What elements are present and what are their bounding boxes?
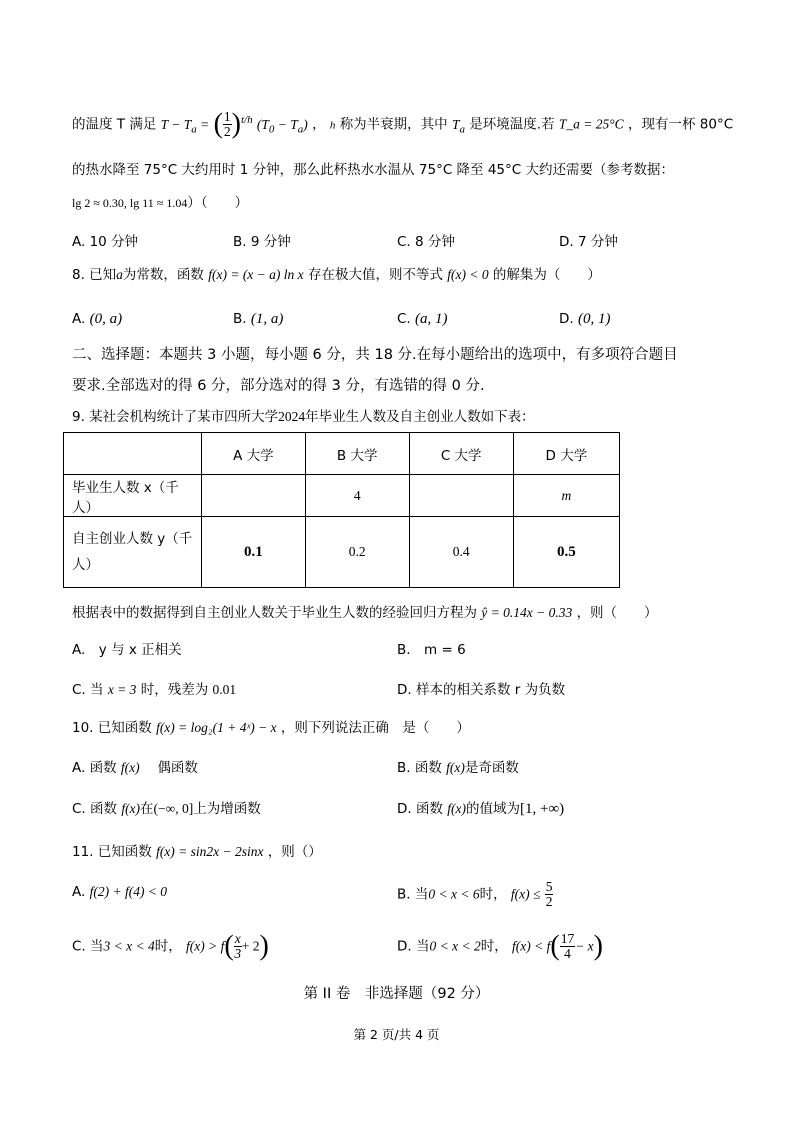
q10-text: C. 函数 [72, 801, 118, 817]
q10-option-c [72, 799, 261, 819]
q7-option-c: C. 8 分钟 [397, 234, 455, 250]
q8-option-d [559, 309, 610, 329]
fx: f(x) [121, 801, 141, 816]
q7-text: ， [312, 116, 326, 133]
row-label-line: 人） [72, 557, 99, 573]
table-cell: 0.4 [409, 517, 513, 588]
table-cell: 0.1 [202, 517, 306, 588]
q10-text: 在 [140, 801, 154, 817]
q8-ineq: f(x) < 0 [447, 267, 489, 282]
table-header-cell: C 大学 [409, 433, 513, 475]
frac-den: 2 [545, 894, 553, 909]
option-value: (a, 1) [415, 311, 448, 327]
q10-text: 的值域为 [466, 801, 521, 817]
range: [1, +∞) [520, 801, 565, 817]
q9-text: 根据表中的数据得到自主创业人数关于毕业生人数的经验回归方程为 [72, 605, 477, 621]
section2-line1: 二、选择题：本题共 3 小题，每小题 6 分，共 18 分.在每小题给出的选项中，有多项符合题目 [72, 347, 678, 363]
row-label-line: 自主创业人数 y（千 [72, 531, 193, 547]
q11-text: B. 当 [397, 886, 429, 903]
paren: ) [259, 930, 269, 962]
cond: 3 < x < 4 [103, 938, 155, 954]
q7-formula-rhs: $(T_0 - T_a)$ [256, 116, 308, 136]
option-letter: C. [397, 311, 411, 327]
q8-stem [72, 265, 601, 285]
q9-regression [72, 603, 658, 623]
x-over-3 [234, 932, 242, 961]
q9-text: 9. 某社会机构统计了某市四所大学 [72, 409, 279, 425]
q11-expr: f(2) + f(4) < 0 [89, 884, 168, 899]
q10-text: ，则下列说法正确 是（ ） [280, 720, 470, 736]
part2-title: 第 II 卷 非选择题（92 分） [303, 986, 490, 1002]
row-label: 毕业生人数 x（千人） [64, 475, 202, 517]
option-value: (1, a) [250, 311, 284, 327]
q8-option-b [233, 309, 283, 329]
q10-text: B. 函数 [397, 760, 442, 776]
q10-text: D. 函数 [397, 801, 443, 817]
option-value: (0, 1) [577, 311, 611, 327]
q9-text: C. 当 [72, 682, 104, 698]
option-letter: B. [233, 311, 247, 327]
q9-stem [72, 407, 535, 427]
table-header-cell: D 大学 [513, 433, 619, 475]
q11-expr: + 2 [241, 938, 260, 954]
table-cell: 0.5 [513, 517, 619, 588]
cond: x = 3 [107, 682, 137, 697]
exponent: t/h [240, 114, 253, 126]
q8-text: 8. 已知 [72, 267, 117, 283]
row-label [64, 517, 202, 588]
q10-option-d [397, 799, 564, 819]
frac-den: 4 [564, 946, 571, 961]
q11-option-a [72, 882, 167, 902]
frac-num: 17 [560, 931, 575, 946]
half-fraction: $\frac{1}{2}$ [223, 109, 231, 139]
q10-text: 是奇函数 [464, 760, 519, 776]
ta-value: T_a = 25°C [558, 116, 624, 132]
q9-text: 年毕业生人数及自主创业人数如下表： [305, 409, 535, 425]
q9-table [63, 432, 620, 588]
q11-expr: f(x) > f [186, 938, 225, 954]
q7-line1 [72, 110, 733, 139]
q7-option-d: D. 7 分钟 [559, 234, 618, 250]
frac-num: 5 [545, 879, 553, 894]
paren: ( [550, 930, 560, 962]
table-header-cell: B 大学 [305, 433, 409, 475]
q7-line2: 的热水降至 75°C 大约用时 1 分钟，那么此杯热水水温从 75°C 降至 45°C 大约还需要（参考数据： [72, 162, 674, 178]
q8-text: 的解集为（ ） [492, 267, 601, 283]
residual: 0.01 [212, 682, 237, 697]
five-halves [545, 880, 554, 909]
seventeen-quarters [560, 932, 576, 961]
q11-text: 时， [479, 886, 507, 903]
q7-text: 是环境温度.若 [469, 116, 555, 133]
cond: 0 < x < 2 [429, 938, 481, 954]
interval: (−∞, 0] [153, 801, 194, 816]
q11-expr: f(x) < f [512, 938, 551, 954]
option-letter: A. [72, 311, 86, 327]
q11-text: 11. 已知函数 [72, 844, 152, 860]
page-footer: 第 2 页/共 4 页 [353, 1027, 440, 1042]
year: 2024 [278, 409, 306, 424]
q11-text: ，则（） [267, 844, 322, 860]
option-letter: A. [72, 884, 86, 900]
q9-option-a: A. y 与 x 正相关 [72, 642, 182, 658]
q9-text: 时，残差为 [140, 682, 209, 698]
frac-num: x [234, 931, 241, 946]
q11-expr: f(x) ≤ [510, 886, 541, 902]
frac-den: 3 [234, 946, 242, 961]
paren: ( [213, 108, 223, 140]
fx: f(x) [120, 760, 140, 775]
table-cell: 0.2 [305, 517, 409, 588]
q7-formula: $T - T_a$ = [160, 116, 210, 136]
q9-option-b: B. m = 6 [397, 642, 466, 658]
q11-expr: − x [575, 938, 594, 954]
table-cell: 4 [305, 475, 409, 517]
q10-stem [72, 718, 470, 738]
q11-text: 时， [480, 938, 508, 955]
q7-option-a: A. 10 分钟 [72, 234, 139, 250]
a-var: a [116, 267, 123, 282]
fx: f(x) [447, 801, 467, 816]
q10-text: 上为增函数 [193, 801, 261, 817]
option-value: (0, a) [89, 311, 123, 327]
q11-text: D. 当 [397, 938, 430, 955]
q11-option-c [72, 932, 269, 961]
table-row [64, 475, 620, 517]
q9-option-d: D. 样本的相关系数 r 为负数 [397, 682, 566, 698]
paren: ( [224, 930, 234, 962]
q11-stem [72, 842, 322, 862]
table-header-row [64, 433, 620, 475]
q7-text: ，现有一杯 80°C [627, 116, 734, 133]
q7-text: 称为半衰期，其中 [339, 116, 448, 133]
q11-text: 时， [154, 938, 182, 955]
q10-option-b [397, 758, 519, 778]
fx: f(x) [446, 760, 465, 775]
q10-text: 偶函数 [143, 760, 198, 776]
h-var: h [329, 119, 336, 132]
q8-text: 为常数，函数 [122, 267, 204, 283]
paren: ) [593, 930, 603, 962]
q9-option-c [72, 680, 236, 700]
paren: ) [231, 108, 241, 140]
table-header-cell [64, 433, 202, 475]
q10-func: f(x) = log₂(1 + 4ˣ) − x [156, 720, 277, 735]
option-letter: D. [559, 311, 574, 327]
q7-text: 的温度 T 满足 [72, 116, 157, 133]
q8-func: f(x) = (x − a) ln x [208, 267, 304, 282]
regression-eq: ŷ = 0.14x − 0.33 [481, 605, 573, 620]
q8-text: 存在极大值，则不等式 [307, 267, 443, 283]
table-cell: m [513, 475, 619, 517]
q8-option-c [397, 309, 448, 329]
q8-option-a [72, 309, 122, 329]
ta-var: $T_a$ [451, 116, 465, 136]
q11-option-d [397, 932, 603, 961]
q10-option-a [72, 758, 198, 778]
q7-line3 [72, 193, 248, 213]
q10-text: A. 函数 [72, 760, 117, 776]
table-cell [202, 475, 306, 517]
q9-text: ，则（ ） [576, 605, 658, 621]
q7-option-b: B. 9 分钟 [233, 234, 291, 250]
table-row [64, 517, 620, 588]
q11-option-b [397, 880, 553, 909]
q11-text: C. 当 [72, 938, 104, 955]
q7-text: ）（ ） [187, 195, 249, 211]
q10-text: 10. 已知函数 [72, 720, 152, 736]
table-cell [409, 475, 513, 517]
table-header-cell: A 大学 [202, 433, 306, 475]
q11-func: f(x) = sin2x − 2sinx [156, 844, 264, 859]
cond: 0 < x < 6 [428, 886, 480, 902]
ref-data: lg 2 ≈ 0.30, lg 11 ≈ 1.04 [72, 196, 188, 210]
section2-line2: 要求.全部选对的得 6 分，部分选对的得 3 分，有选错的得 0 分. [72, 378, 485, 394]
